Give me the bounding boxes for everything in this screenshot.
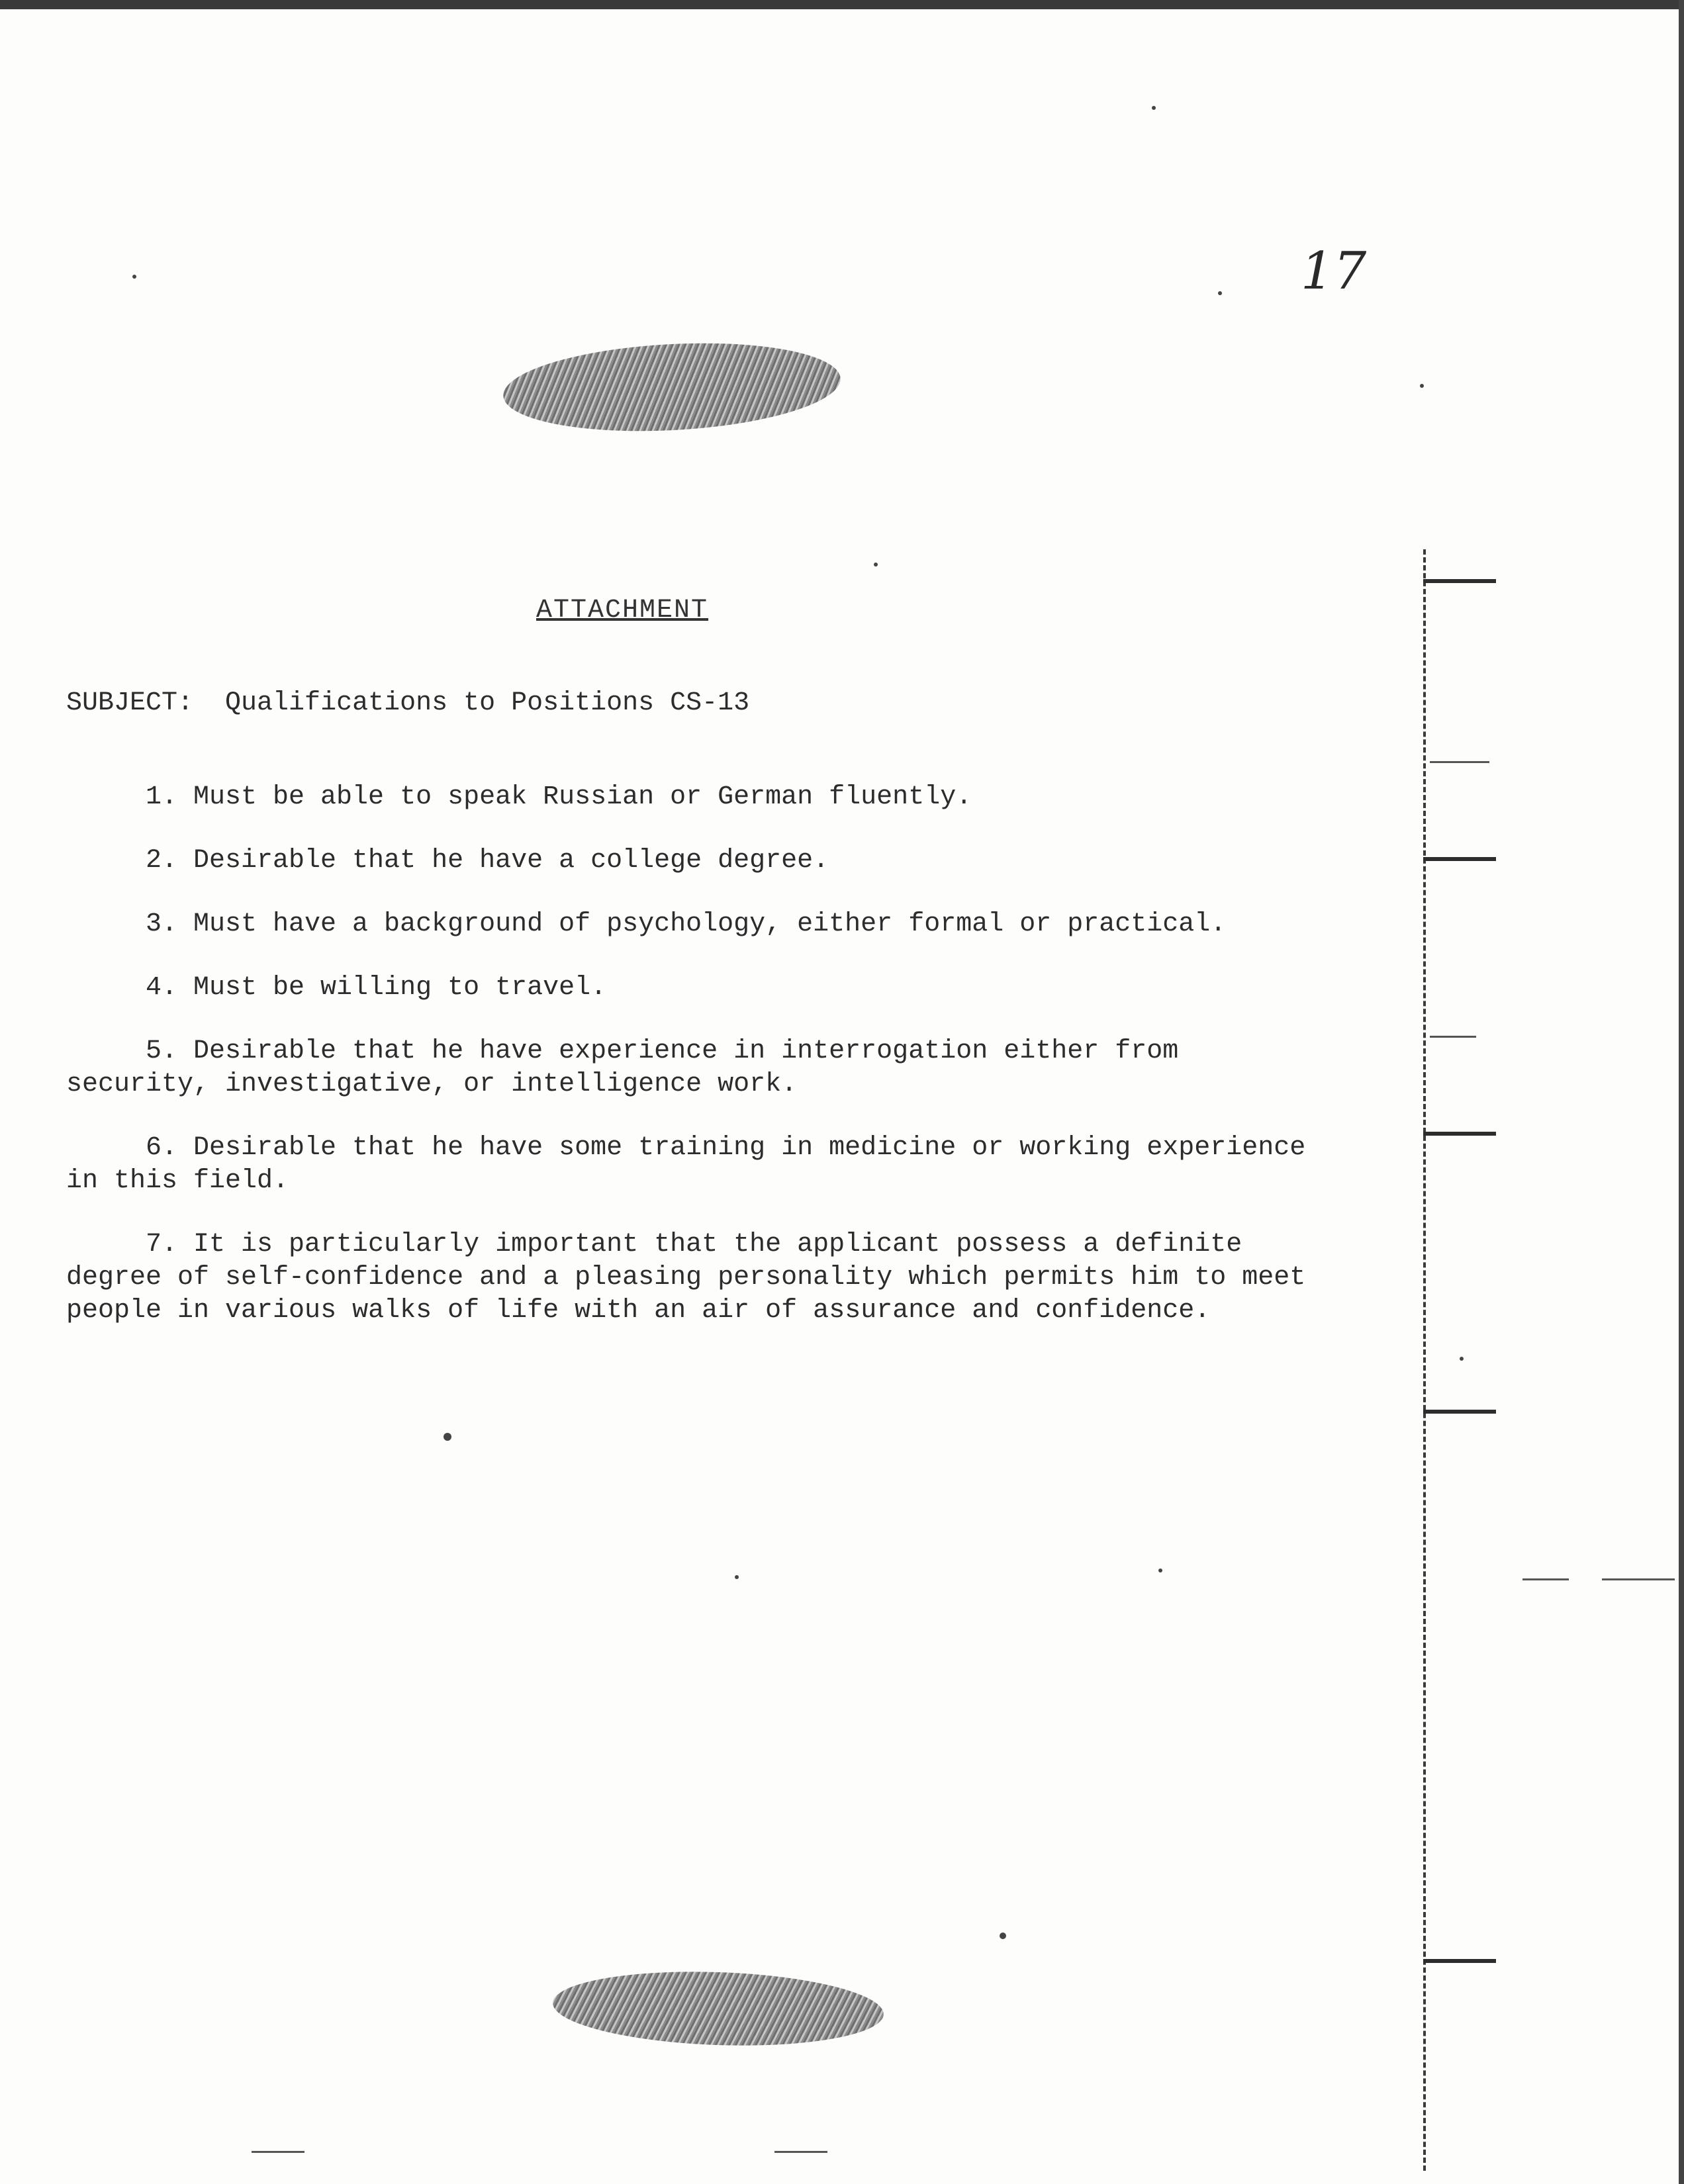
attachment-heading: ATTACHMENT	[536, 596, 709, 625]
page-number: 17	[1301, 242, 1367, 301]
scan-speck	[1420, 384, 1424, 388]
list-item: 2. Desirable that he have a college degree.	[146, 846, 829, 876]
scan-dash	[252, 2151, 304, 2153]
scan-dash	[1430, 1036, 1476, 1038]
list-item: 3. Must have a background of psychology, either formal or practical.	[146, 909, 1227, 939]
right-edge	[1679, 0, 1684, 2184]
list-item: 1. Must be able to speak Russian or German fluently.	[146, 782, 972, 812]
scan-speck	[1158, 1569, 1162, 1572]
list-item: 5. Desirable that he have experience in interrogation either from security, investigative, or intelligence work.	[66, 1036, 1179, 1099]
list-item: 6. Desirable that he have some training in medicine or working experience in this field.	[66, 1133, 1306, 1196]
scan-speck	[1152, 106, 1156, 110]
scan-speck	[1000, 1933, 1006, 1939]
scan-speck	[1218, 291, 1222, 295]
margin-tick	[1423, 1132, 1496, 1136]
scan-dash	[1522, 1578, 1569, 1580]
list-item: 4. Must be willing to travel.	[146, 973, 607, 1003]
top-border	[0, 0, 1679, 9]
scan-speck	[1460, 1357, 1464, 1361]
redaction-mark-top	[501, 336, 843, 439]
scan-dash	[774, 2151, 827, 2153]
margin-tick	[1423, 1959, 1496, 1963]
list-item: 7. It is particularly important that the applicant possess a definite degree of self-confidence and a pleasing personality which permits him to meet people in various walks of life with an air of assurance and confidence.	[66, 1230, 1306, 1326]
scan-speck	[874, 563, 878, 567]
margin-rule	[1423, 549, 1426, 2171]
margin-tick	[1423, 857, 1496, 861]
scan-dash	[1430, 761, 1489, 763]
margin-tick	[1423, 579, 1496, 583]
scan-speck	[444, 1433, 451, 1441]
scan-dash	[1602, 1578, 1675, 1580]
redaction-mark-bottom	[551, 1966, 885, 2050]
margin-tick	[1423, 1410, 1496, 1414]
subject-line: SUBJECT: Qualifications to Positions CS-13	[66, 688, 750, 718]
scan-speck	[132, 275, 136, 279]
scan-speck	[735, 1575, 739, 1579]
qualifications-list	[66, 781, 1311, 1358]
